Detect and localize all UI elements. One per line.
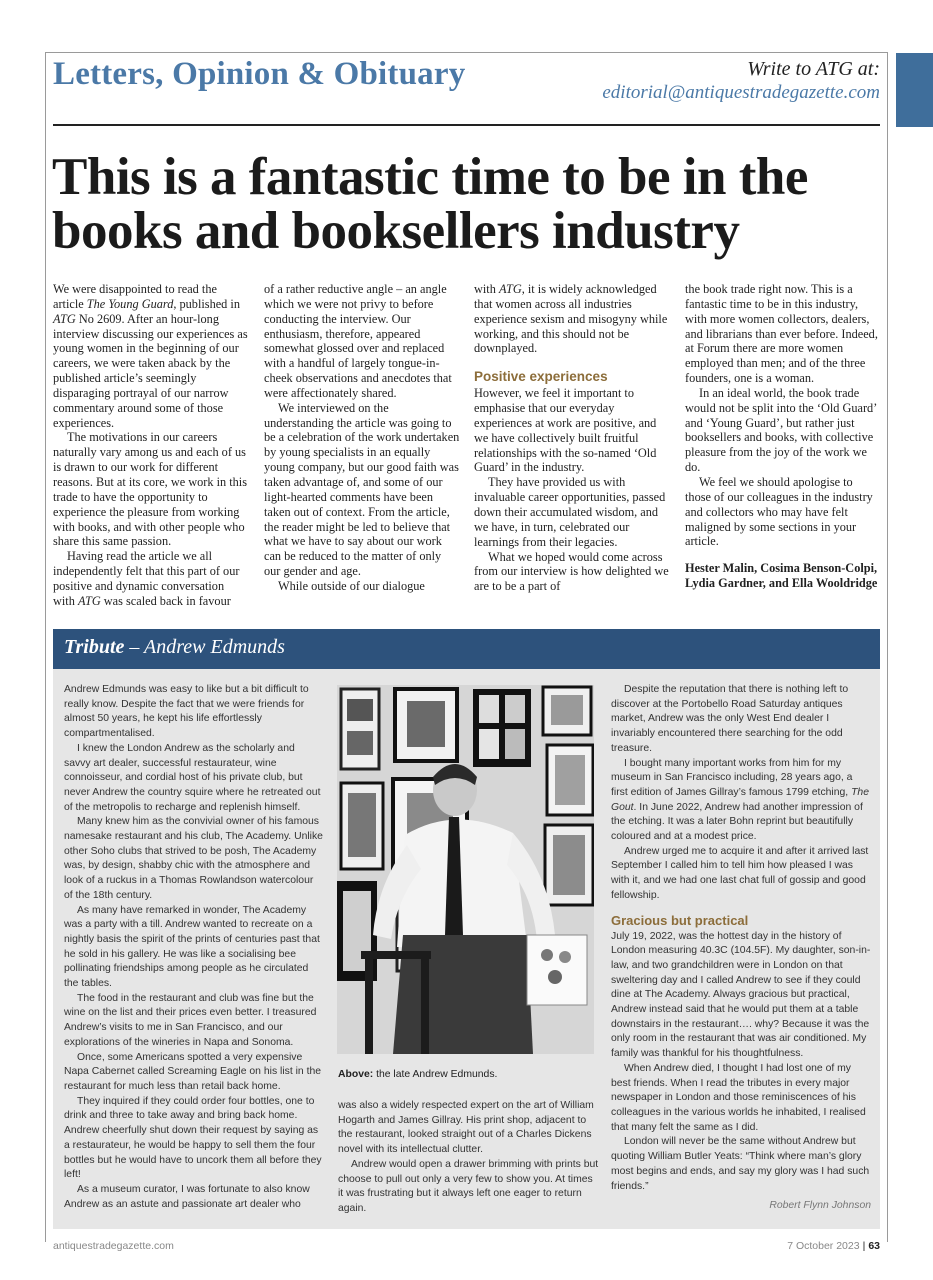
tribute-paragraph: The food in the restaurant and club was fine but the wine on the list and their prices even better. I treasured Andrew’s visits to me in San Francisco, and our explorations of the wineries in Napa and Sonoma.	[64, 992, 317, 1048]
letter-paragraph: However, we feel it important to emphasise that our everyday experiences at work are positive, and we have collectively built fruitful relationships with the so-named ‘Old Guard’ in the industry.	[474, 386, 657, 475]
letter-paragraph: We interviewed on the understanding the article was going to be a celebration of the work undertaken by young specialists in an equally young company, but our good faith was taken advantage of, and some of our light-hearted comments have been taken out of context. From the article, the reader might be led to believe that what we have to say about our work can be reduced to the matter of only our gender and age.	[264, 400, 460, 579]
letter-headline: This is a fantastic time to be in the books and booksellers industry	[52, 148, 808, 260]
gallery-photo-illustration	[337, 685, 594, 1054]
tribute-paragraph: London will never be the same without Andrew but quoting William Butler Yeats: “Think where man’s glory most begins and ends, and say my glory was I had such friends.”	[611, 1136, 870, 1192]
tribute-paragraph: I bought many important works from him for my museum in San Francisco including, 28 years ago, a first edition of James Gillray’s famous 1799 etching, The Gout. In June 2022, Andrew had another impression of the etching. It was a later Bohn reprint but beautifully coloured and at a modest price.	[611, 757, 869, 843]
footer-separator: |	[862, 1240, 866, 1252]
tribute-paragraph: Andrew would open a drawer brimming with prints but choose to pull out only a very few to show you. At times it was frustrating but it always left one eager to return again.	[338, 1158, 599, 1214]
letter-paragraph: of a rather reductive angle – an angle which we were not privy to before conducting the interview. Our enthusiasm, therefore, appeared somewhat glossed over and replaced with a handful of largely tongue-in-cheek observations and anecdotes that were affectionately shared.	[264, 282, 452, 400]
section-title: Letters, Opinion & Obituary	[53, 56, 466, 92]
letter-paragraph: They have provided us with invaluable career opportunities, passed down their accumulated wisdom, and we have, in turn, celebrated our learnings from their legacies.	[474, 475, 666, 549]
tribute-paragraph: As many have remarked in wonder, The Academy was a party with a till. Andrew wanted to recreate on a nightly basis the spirit of the prints of centuries past that he sold in his gallery. He was like a socialising bee pollinating friendships among people as he circulated the tables.	[64, 904, 320, 990]
letter-paragraph: the book trade right now. This is a fantastic time to be in this industry, with more women collectors, dealers, and librarians than ever before. Indeed, at Forum there are more women employed than men; and of the three founders, one is a woman.	[685, 282, 878, 386]
letter-paragraph: Having read the article we all independently felt that this part of our positive and dynamic conversation with ATG was scaled back in favour	[53, 549, 240, 608]
contact-email-link[interactable]: editorial@antiquestradegazette.com	[602, 82, 880, 103]
tribute-banner	[53, 629, 880, 669]
letter-column-2	[264, 282, 460, 594]
tribute-paragraph: Andrew urged me to acquire it and after it arrived last September I called him to tell him how pleased I was with it, and we had one last chat full of gossip and good fellowship.	[611, 845, 869, 901]
tribute-column-3	[611, 683, 871, 1214]
section-color-tab	[896, 53, 933, 127]
letter-paragraph: While outside of our dialogue	[278, 578, 425, 593]
header-rule	[53, 124, 880, 126]
tribute-name: – Andrew Edmunds	[129, 636, 285, 658]
letter-subhead: Positive experiences	[474, 369, 608, 385]
letter-column-1	[53, 282, 249, 609]
tribute-subhead: Gracious but practical	[611, 912, 749, 928]
letter-column-4	[685, 282, 881, 591]
letter-paragraph: What we hoped would come across from our interview is how delighted we are to be a part of	[474, 549, 669, 594]
contact-block	[602, 58, 880, 104]
letter-paragraph: The motivations in our careers naturally vary among us and each of us is drawn to our work for different reasons. But at its core, we work in this trade to have the opportunity to experience the pleasure from working with books, and with other people who share this same passion.	[53, 430, 247, 549]
tribute-paragraph: I knew the London Andrew as the scholarly and savvy art dealer, successful restaurateur, wine connoisseur, and cordial host of his private club, but never Andrew the country squire where he retreated out of the metropolis to recharge and replenish himself.	[64, 742, 321, 813]
tribute-byline: Robert Flynn Johnson	[769, 1200, 871, 1212]
tribute-paragraph: Many knew him as the convivial owner of his famous namesake restaurant and his club, The Academy. Unlike other Soho clubs that strived to be posh, The Academy was, by design, shabby chic with the atmosphere and look of a ruckus in a Thomas Rowlandson watercolour of the 18th century.	[64, 816, 323, 901]
tribute-label: Tribute	[64, 636, 125, 658]
letter-paragraph: with ATG, it is widely acknowledged that women across all industries experience sexism and misogyny while working, and this should not be downplayed.	[474, 282, 668, 356]
tribute-paragraph: Despite the reputation that there is nothing left to discover at the Portobello Road Saturday antiques market, Andrew was the only West End dealer I invariably encountered there searching for the odd treasure.	[611, 684, 849, 754]
tribute-paragraph: was also a widely respected expert on the art of William Hogarth and James Gillray. His print shop, adjacent to the restaurant, looked straight out of a Charles Dickens novel with its intellectual clutter.	[338, 1100, 594, 1156]
tribute-column-1	[64, 683, 324, 1212]
tribute-paragraph: July 19, 2022, was the hottest day in the history of London measuring 40.3C (104.5F). My daughter, son-in-law, and two grandchildren were in London on that sweltering day and I called Andrew to see if they could dine at The Academy. Always gracious but practical, Andrew instead said that he would put them at a table downstairs in the restaurant…. why? Because it was the only room in the restaurant that was air conditioned. My family was thankful for his thoughtfulness.	[611, 930, 871, 1060]
page-number: 63	[868, 1240, 880, 1252]
letter-paragraph: In an ideal world, the book trade would not be split into the ‘Old Guard’ and ‘Young Guard’, but rather just booksellers and books, with collective pleasure from the joy of the work we do.	[685, 385, 877, 475]
letter-paragraph: We feel we should apologise to those of our colleagues in the industry and collectors who may have felt maligned by some sections in your article.	[685, 474, 873, 549]
tribute-paragraph: Once, some Americans spotted a very expensive Napa Cabernet called Screaming Eagle on his list in the restaurant for much less than retail back home.	[64, 1051, 322, 1092]
tribute-column-2	[338, 1099, 600, 1217]
andrew-edmunds-photo	[337, 685, 594, 1054]
footer-site-link[interactable]: antiquestradegazette.com	[53, 1240, 174, 1252]
photo-caption: Above: the late Andrew Edmunds.	[338, 1069, 498, 1080]
letter-column-3	[474, 282, 670, 594]
footer-date: 7 October 2023	[787, 1240, 860, 1252]
write-to-label: Write to ATG at:	[747, 58, 880, 80]
tribute-paragraph: As a museum curator, I was fortunate to also know Andrew as an astute and passionate art dealer who	[64, 1183, 310, 1210]
footer-date-page	[787, 1240, 880, 1252]
tribute-paragraph: They inquired if they could order four bottles, one to drink and three to take away and bring back home. Andrew cheerfully shut down their request by saying as a restaurateur, he would be happy to sell them the four bottles but he would have to uncork them all before they left!	[64, 1095, 322, 1181]
letter-paragraph: We were disappointed to read the article The Young Guard, published in ATG No 2609. After an hour-long interview discussing our experiences as young women in the beginning of our careers, we were taken aback by the published article’s seemingly disparaging portrayal of our narrow commentary around some of those experiences.	[53, 282, 248, 430]
letter-signoff: Hester Malin, Cosima Benson-Colpi, Lydia Gardner, and Ella Wooldridge	[685, 561, 878, 591]
tribute-paragraph: When Andrew died, I thought I had lost one of my best friends. When I read the tributes in every major newspaper in London and those reminiscences of his colleagues in the various worlds he inhabited, I realised that many felt the same as I did.	[611, 1062, 866, 1133]
tribute-paragraph: Andrew Edmunds was easy to like but a bit difficult to really know. Despite the fact that we were friends for almost 50 years, he kept his life effortlessly compartmentalised.	[64, 684, 309, 740]
